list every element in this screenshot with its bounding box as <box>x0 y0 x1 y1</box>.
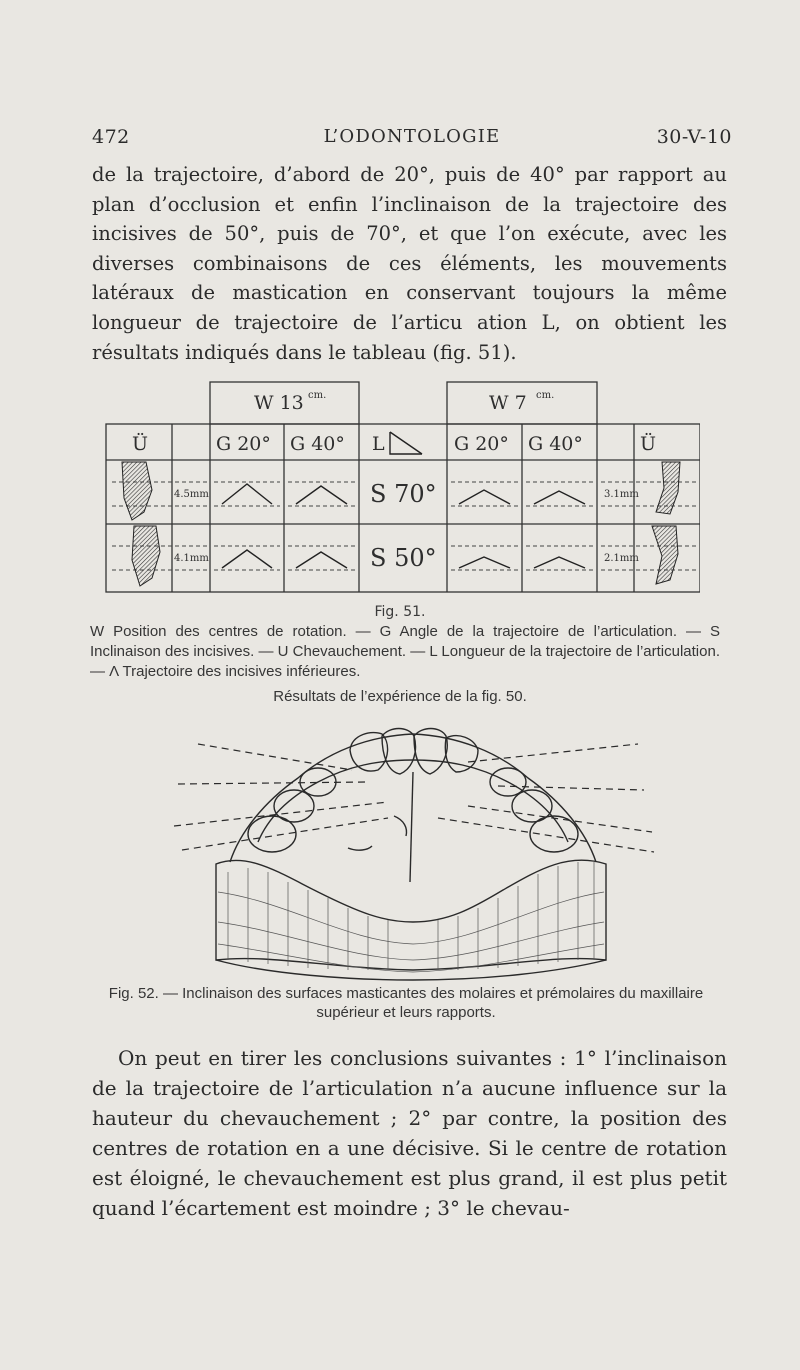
tooth-upper-left-row1 <box>122 462 152 520</box>
header-w13-unit: cm. <box>308 390 327 401</box>
occlusal-line-7 <box>182 818 388 850</box>
figure-52-illustration <box>168 722 658 984</box>
tooth-upper-right-row2 <box>652 526 678 584</box>
col-g20-left: G 20° <box>216 433 271 455</box>
figure-52-caption: Fig. 52. — Inclinaison des surfaces masticantes des molaires et prémolaires du maxillaire supérieur et leurs rapports. <box>108 985 704 1021</box>
issue-date: 30-V-10 <box>656 126 732 148</box>
col-g20-right: G 20° <box>454 433 509 455</box>
tooth-upper-right-row1 <box>656 462 680 514</box>
row2-left-overlap: 4.1mm <box>174 553 209 564</box>
row1-left-overlap: 4.5mm <box>174 489 209 500</box>
row2-right-overlap: 2.1mm <box>604 553 639 564</box>
figure-51-number: Fig. 51. <box>374 604 426 620</box>
row1-right-overlap: 3.1mm <box>604 489 639 500</box>
row1-incisor-inclination: S 70° <box>370 480 437 508</box>
incisal-path-w7-g20-s50 <box>459 557 510 568</box>
dental-arch <box>230 734 596 862</box>
incisal-path-w13-g40-s70 <box>296 486 347 504</box>
occlusal-line-2 <box>468 744 638 762</box>
incisal-path-w7-g20-s70 <box>459 490 510 504</box>
incisal-path-w13-g40-s50 <box>296 552 347 568</box>
occlusal-line-5 <box>174 802 388 826</box>
journal-title: L’ODONTOLOGIE <box>323 126 501 147</box>
tooth-upper-left-row2 <box>132 526 160 586</box>
paragraph-1: de la trajectoire, d’abord de 20°, puis de 40° par rapport au plan d’occlusion et enfin l’inclinaison de la trajectoire des incisives de 50°, puis de 70°, et que l’on exécute, avec les diverses combinaisons de ces éléments, les mouvements latéraux de mastication en conservant toujours la même longueur de trajectoire de l’articu ation L, on obtient les résultats indiqués dans le tableau (fig. 51). <box>92 163 727 364</box>
running-head <box>92 126 732 154</box>
figure-51-table <box>104 380 700 596</box>
incisal-path-w13-g20-s50 <box>222 550 272 568</box>
incisal-path-w13-g20-s70 <box>222 484 272 504</box>
dental-arch-drawing <box>168 722 658 984</box>
paragraph-2: On peut en tirer les conclusions suivantes : 1° l’inclinaison de la trajectoire de l’articulation n’a aucune influence sur la hauteur du chevauchement ; 2° par contre, la position des centres de rotation en a une décisive. Si le centre de rotation est éloigné, le chevauchement est plus grand, il est plus petit quand l’écartement est moindre ; 3° le chevau- <box>92 1046 727 1220</box>
col-l: L <box>372 433 385 455</box>
header-w13: W 13 <box>254 392 304 414</box>
incisal-path-w7-g40-s50 <box>534 557 585 568</box>
col-g40-left: G 40° <box>290 433 345 455</box>
figure-51-drawing <box>104 380 700 596</box>
header-w7-unit: cm. <box>536 390 555 401</box>
occlusal-line-8 <box>438 818 654 852</box>
col-u-left: Ü <box>132 433 149 455</box>
incisal-path-w7-g40-s70 <box>534 491 585 504</box>
header-w7: W 7 <box>489 392 527 414</box>
molar-left <box>248 816 296 852</box>
page-number: 472 <box>92 126 130 148</box>
midline <box>410 772 413 882</box>
row2-incisor-inclination: S 50° <box>370 544 437 572</box>
incisor-4 <box>445 736 478 772</box>
length-symbol <box>390 432 422 454</box>
figure-51-results-line: Résultats de l’expérience de la fig. 50. <box>273 688 527 705</box>
col-g40-right: G 40° <box>528 433 583 455</box>
figure-51-legend: W Position des centres de rotation. — G Angle de la trajectoire de l’articulation. — S Inclinaison des incisives. — U Chevauchement. — L Longueur de la trajectoire de l’articulation. — Λ Trajectoire des incisives inférieures. <box>90 623 720 680</box>
occlusal-line-3 <box>178 782 368 784</box>
col-u-right: Ü <box>640 433 657 455</box>
